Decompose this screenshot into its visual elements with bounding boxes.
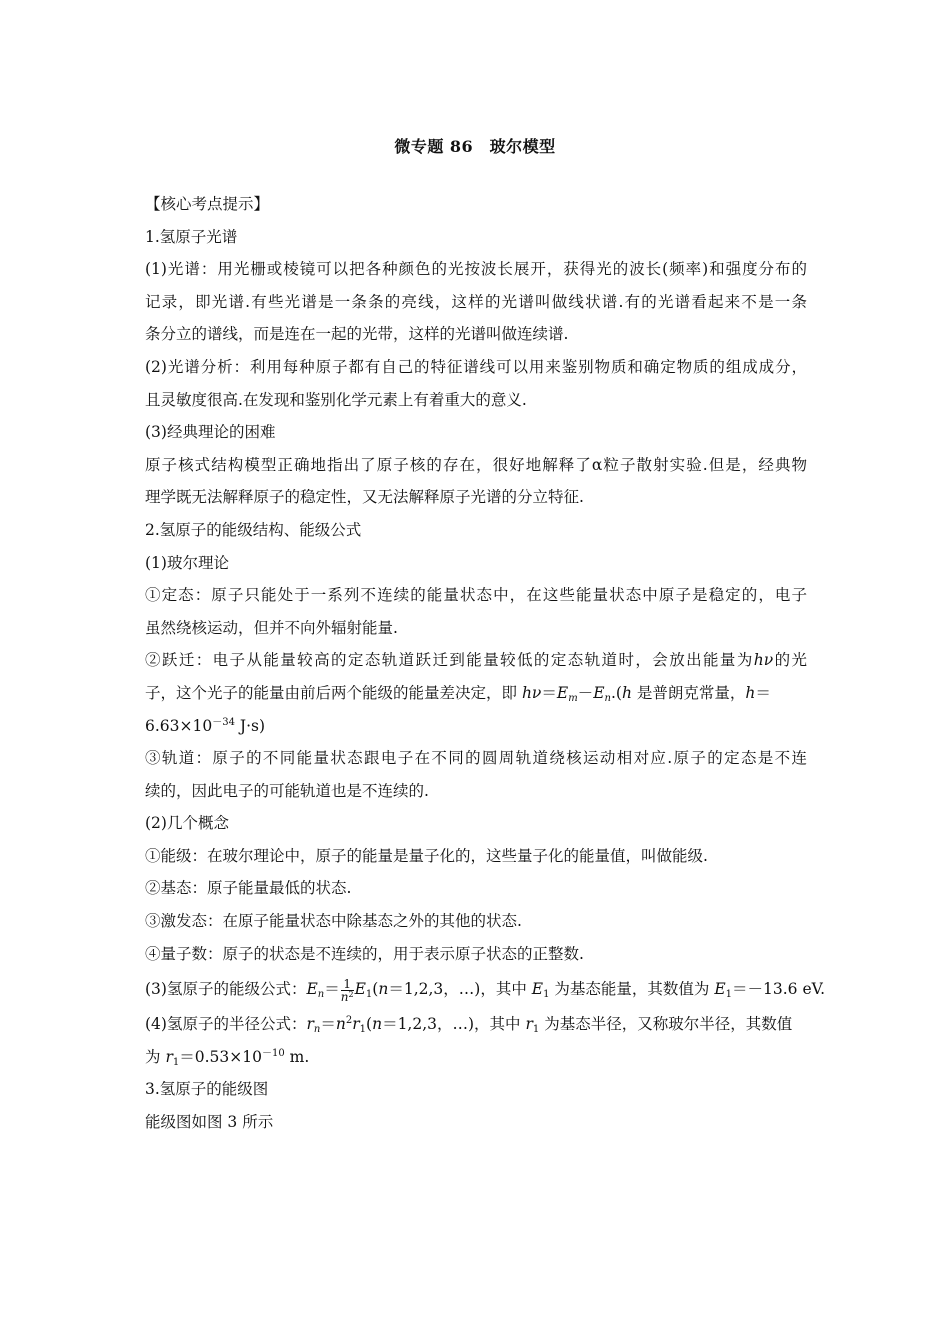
heading-energy-levels: 2.氢原子的能级结构、能级公式 — [145, 520, 362, 539]
math-symbol: hν — [753, 651, 774, 670]
paragraph-line: ③轨道：原子的不同能量状态跟电子在不同的圆周轨道绕核运动相对应.原子的定态是不连 — [145, 749, 807, 768]
math-symbol: hν — [521, 683, 542, 702]
math-subscript: m — [568, 692, 578, 704]
math-symbol: E — [306, 980, 318, 999]
text-run: m. — [284, 1047, 310, 1066]
heading-energy-diagram: 3.氢原子的能级图 — [145, 1080, 269, 1099]
energy-level-formula: (3)氢原子的能级公式：$E_n=$ $\frac{1}{n^2}$ $E_1(n=1,2,3$，…)，其中 $E_1$ 为基态能量，其数值为 $E_1=-13.6$ eV. — [145, 976, 826, 1004]
paragraph-line: ②基态：原子能量最低的状态. — [145, 879, 352, 898]
math-symbol: n — [378, 980, 389, 999]
paragraph-line: ①能级：在玻尔理论中，原子的能量是量子化的，这些量子化的能量值，叫做能级. — [145, 846, 708, 865]
paragraph-line: 且灵敏度很高.在发现和鉴别化学元素上有着重大的意义. — [145, 390, 527, 409]
text-run: ＝1,2,3，…)，其中 — [388, 980, 532, 999]
math-subscript: n — [313, 1024, 321, 1036]
paragraph-line: 续的，因此电子的可能轨道也是不连续的. — [145, 781, 429, 800]
math-symbol: E — [556, 683, 569, 702]
text-run: ＝ — [320, 1015, 336, 1034]
math-symbol: n — [372, 1015, 383, 1034]
paragraph-line: 理学既无法解释原子的稳定性，又无法解释原子光谱的分立特征. — [145, 488, 584, 507]
fraction-denominator — [341, 991, 354, 1003]
math-superscript: －34 — [212, 716, 235, 728]
text-run: ＝－13.6 eV. — [732, 980, 826, 999]
math-subscript: 1 — [532, 1024, 540, 1036]
text-run: 为 — [145, 1047, 166, 1066]
text-run: － — [577, 683, 594, 702]
math-symbol: h — [621, 683, 632, 702]
math-subscript: 1 — [172, 1056, 180, 1068]
math-superscript: －10 — [261, 1047, 285, 1059]
text-run: (4)氢原子的半径公式： — [145, 1015, 307, 1034]
subheading-classical-difficulty: (3)经典理论的困难 — [145, 423, 276, 442]
math-subscript: 1 — [543, 989, 550, 1001]
text-run: .( — [610, 683, 622, 702]
paragraph-line: (2)光谱分析：利用每种原子都有自己的特征谱线可以用来鉴别物质和确定物质的组成成分， — [145, 357, 807, 376]
paragraph-line: ③激发态：在原子能量状态中除基态之外的其他的状态. — [145, 912, 522, 931]
text-run: ＝ — [755, 683, 771, 702]
paragraph-line: (1)光谱：用光栅或棱镜可以把各种颜色的光按波长展开，获得光的波长(频率)和强度分布的 — [145, 260, 807, 279]
math-superscript: 2 — [348, 989, 354, 999]
text-run: 子，这个光子的能量由前后两个能级的能量差决定，即 — [145, 683, 522, 702]
text-run: 为基态半径，又称玻尔半径，其数值 — [539, 1015, 793, 1034]
math-symbol: n — [340, 989, 349, 1004]
section-header: 【核心考点提示】 — [145, 195, 270, 213]
math-symbol: E — [531, 980, 544, 999]
fraction-numerator: 1 — [341, 978, 354, 991]
math-symbol: n — [335, 1015, 346, 1034]
subheading-concepts: (2)几个概念 — [145, 814, 229, 833]
fraction — [341, 978, 354, 1003]
paragraph-line: ①定态：原子只能处于一系列不连续的能量状态中，在这些能量状态中原子是稳定的，电子 — [145, 586, 807, 605]
text-run: 是普朗克常量， — [631, 683, 746, 702]
paragraph-line: 记录，即光谱.有些光谱是一条条的亮线，这样的光谱叫做线状谱.有的光谱看起来不是一条 — [145, 292, 807, 311]
paragraph-line — [145, 710, 807, 743]
subheading-bohr-theory: (1)玻尔理论 — [145, 553, 229, 572]
paragraph-line: 条分立的谱线，而是连在一起的光带，这样的光谱叫做连续谱. — [145, 325, 569, 344]
math-superscript: 2 — [345, 1015, 353, 1027]
heading-hydrogen-spectrum: 1.氢原子光谱 — [145, 227, 238, 246]
radius-formula: (4)氢原子的半径公式：$r_n=n^2r_1(n=1,2,3$，…)，其中 $r_1$ 为基态半径，又称玻尔半径，其数值 — [145, 1015, 793, 1036]
text-run: ＝ — [324, 980, 340, 999]
paragraph-line: 原子核式结构模型正确地指出了原子核的存在，很好地解释了α粒子散射实验.但是，经典物 — [145, 455, 807, 474]
document-body — [145, 188, 826, 1139]
math-subscript: n — [604, 692, 611, 704]
text-run: ②跃迁：电子从能量较高的定态轨道跃迁到能量较低的定态轨道时，会放出能量为 — [145, 651, 754, 670]
math-symbol: h — [745, 683, 756, 702]
math-subscript: 1 — [359, 1024, 367, 1036]
paragraph-line: 虽然绕核运动，但并不向外辐射能量. — [145, 618, 398, 637]
math-subscript: 1 — [725, 989, 733, 1001]
paragraph-line — [145, 644, 807, 677]
paragraph-line — [145, 677, 807, 710]
paragraph-line: ④量子数：原子的状态是不连续的，用于表示原子状态的正整数. — [145, 944, 584, 963]
text-run: (3)氢原子的能级公式： — [145, 980, 307, 999]
math-subscript: 1 — [365, 989, 373, 1001]
text-run: 6.63×10 — [145, 716, 213, 735]
text-run: 的光 — [773, 651, 807, 670]
text-run: ＝0.53×10 — [179, 1047, 262, 1066]
text-run: 为基态能量，其数值为 — [549, 980, 715, 999]
math-symbol: E — [714, 980, 726, 999]
math-subscript: n — [317, 989, 325, 1001]
page-title: 微专题 86 玻尔模型 — [394, 137, 556, 156]
paragraph-line: 为 $r_1=0.53\times 10^{-10}$ m. — [145, 1047, 310, 1068]
text-run: ＝1,2,3，…)，其中 — [382, 1015, 526, 1034]
paragraph-line: 能级图如图 3 所示 — [145, 1113, 274, 1132]
math-symbol: E — [354, 980, 366, 999]
math-symbol: E — [593, 683, 605, 702]
text-run: ＝ — [541, 683, 557, 702]
text-run: J·s) — [234, 716, 266, 735]
